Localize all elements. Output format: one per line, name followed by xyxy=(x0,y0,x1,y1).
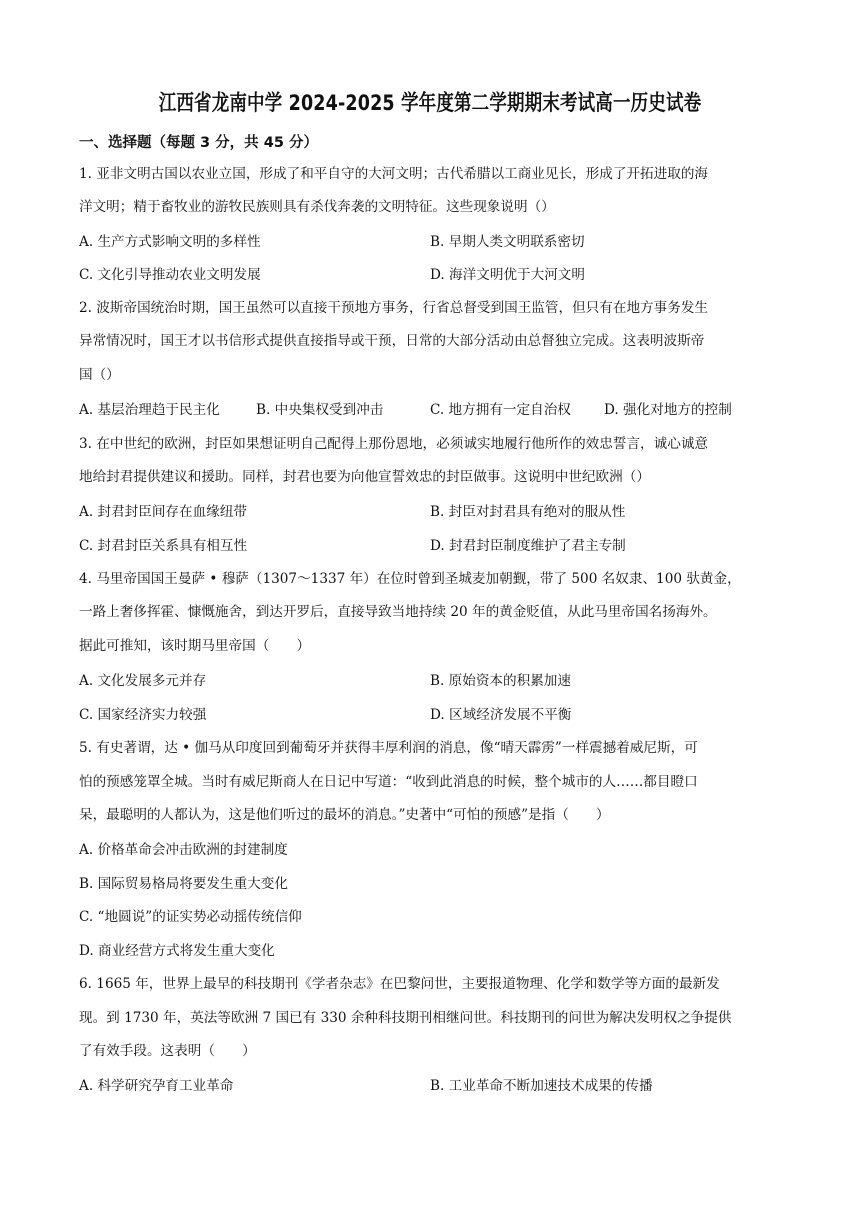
option-b: B. 中央集权受到冲击 xyxy=(256,402,384,418)
option-a: A. 价格革命会冲击欧洲的封建制度 xyxy=(79,842,288,858)
section-heading: 一、选择题（每题 3 分，共 45 分） xyxy=(79,135,318,151)
question-text-line: 国（） xyxy=(79,367,120,383)
option-d: D. 封君封臣制度维护了君主专制 xyxy=(430,538,626,554)
question-text-line: 怕的预感笼罩全城。当时有威尼斯商人在日记中写道：“收到此消息的时候，整个城市的人……都目瞪口 xyxy=(79,774,698,790)
option-c: C. “地圆说”的证实势必动摇传统信仰 xyxy=(79,909,302,925)
question-text-line: 1. 亚非文明古国以农业立国，形成了和平自守的大河文明；古代希腊以工商业见长，形成了开拓进取的海 xyxy=(79,166,709,182)
exam-title: 江西省龙南中学 2024-2025 学年度第二学期期末考试高一历史试卷 xyxy=(158,91,702,116)
question-text-line: 呆，最聪明的人都认为，这是他们听过的最坏的消息。”史著中“可怕的预感”是指（ ） xyxy=(79,807,610,823)
option-c: C. 国家经济实力较强 xyxy=(79,707,207,723)
option-a: A. 基层治理趋于民主化 xyxy=(79,402,220,418)
option-b: B. 工业革命不断加速技术成果的传播 xyxy=(430,1078,653,1094)
option-d: D. 强化对地方的控制 xyxy=(604,402,732,418)
question-text-line: 2. 波斯帝国统治时期，国王虽然可以直接干预地方事务，行省总督受到国王监管，但只有在地方事务发生 xyxy=(79,300,709,316)
question-text-line: 5. 有史著谓，达 • 伽马从印度回到葡萄牙并获得丰厚利润的消息，像“晴天霹雳”一样震撼着威尼斯，可 xyxy=(79,740,698,756)
option-b: B. 封臣对封君具有绝对的服从性 xyxy=(430,504,626,520)
question-text-line: 异常情况时，国王才以书信形式提供直接指导或干预，日常的大部分活动由总督独立完成。这表明波斯帝 xyxy=(79,333,705,349)
option-b: B. 国际贸易格局将要发生重大变化 xyxy=(79,876,288,892)
option-a: A. 封君封臣间存在血缘纽带 xyxy=(79,504,247,520)
option-c: C. 封君封臣关系具有相互性 xyxy=(79,538,248,554)
option-a: A. 生产方式影响文明的多样性 xyxy=(79,234,261,250)
option-c: C. 文化引导推动农业文明发展 xyxy=(79,267,261,283)
question-text-line: 4. 马里帝国国王曼萨 • 穆萨（1307～1337 年）在位时曾到圣城麦加朝觐，带了 500 名奴隶、100 驮黄金， xyxy=(79,571,741,587)
question-text-line: 了有效手段。这表明（ ） xyxy=(79,1043,256,1059)
question-text-line: 地给封君提供建议和援助。同样，封君也要为向他宣誓效忠的封臣做事。这说明中世纪欧洲（） xyxy=(79,469,650,485)
option-b: B. 早期人类文明联系密切 xyxy=(430,234,585,250)
option-a: A. 科学研究孕育工业革命 xyxy=(79,1078,234,1094)
question-text-line: 洋文明；精于畜牧业的游牧民族则具有杀伐奔袭的文明特征。这些现象说明（） xyxy=(79,199,555,215)
option-d: D. 区域经济发展不平衡 xyxy=(430,707,572,723)
question-text-line: 现。到 1730 年，英法等欧洲 7 国已有 330 余种科技期刊相继问世。科技期刊的问世为解决发明权之争提供 xyxy=(79,1010,732,1026)
question-text-line: 6. 1665 年，世界上最早的科技期刊《学者杂志》在巴黎问世，主要报道物理、化学和数学等方面的最新发 xyxy=(79,976,720,992)
question-text-line: 据此可推知，该时期马里帝国（ ） xyxy=(79,638,311,654)
option-b: B. 原始资本的积累加速 xyxy=(430,673,571,689)
option-c: C. 地方拥有一定自治权 xyxy=(430,402,571,418)
option-d: D. 商业经营方式将发生重大变化 xyxy=(79,943,275,959)
question-text-line: 3. 在中世纪的欧洲，封臣如果想证明自己配得上那份恩地，必须诚实地履行他所作的效忠誓言，诚心诚意 xyxy=(79,436,709,452)
question-text-line: 一路上奢侈挥霍、慷慨施舍，到达开罗后，直接导致当地持续 20 年的黄金贬值，从此马里帝国名扬海外。 xyxy=(79,604,717,620)
option-a: A. 文化发展多元并存 xyxy=(79,673,207,689)
option-d: D. 海洋文明优于大河文明 xyxy=(430,267,585,283)
